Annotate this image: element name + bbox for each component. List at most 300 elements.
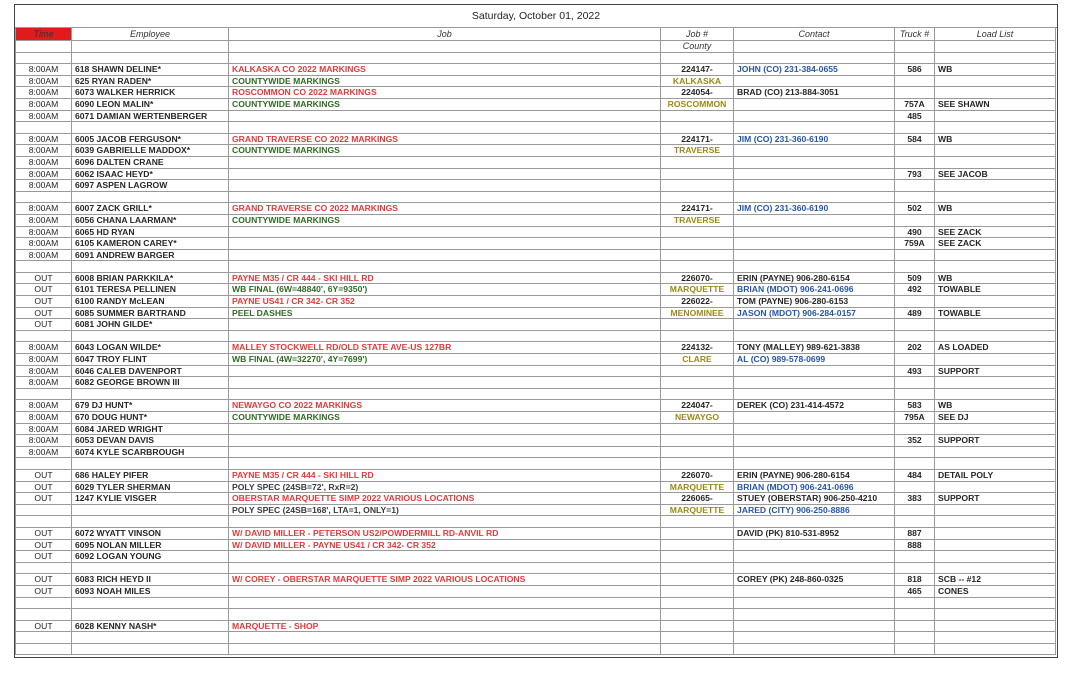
cell-truck	[895, 319, 935, 331]
cell-truck: 586	[895, 64, 935, 76]
cell-employee	[72, 388, 229, 400]
cell-load-list	[935, 388, 1056, 400]
cell-truck	[895, 423, 935, 435]
cell-time: 8:00AM	[16, 156, 72, 168]
schedule-row	[16, 52, 1056, 64]
cell-truck	[895, 377, 935, 389]
cell-employee	[72, 516, 229, 528]
cell-load-list: SUPPORT	[935, 493, 1056, 505]
cell-contact	[734, 330, 895, 342]
cell-job-number	[661, 643, 734, 655]
cell-load-list: SEE DJ	[935, 412, 1056, 424]
schedule-row	[16, 261, 1056, 273]
cell-employee: 6093 NOAH MILES	[72, 585, 229, 597]
cell-employee: 6101 TERESA PELLINEN	[72, 284, 229, 296]
cell-contact: TOM (PAYNE) 906-280-6153	[734, 296, 895, 308]
cell-load-list: CONES	[935, 585, 1056, 597]
cell-employee: 6043 LOGAN WILDE*	[72, 342, 229, 354]
cell-job-number	[661, 585, 734, 597]
header-blank	[229, 41, 661, 53]
cell-load-list	[935, 504, 1056, 516]
cell-employee: 625 RYAN RADEN*	[72, 75, 229, 87]
schedule-row	[16, 539, 1056, 551]
cell-contact	[734, 214, 895, 226]
cell-contact: BRIAN (MDOT) 906-241-0696	[734, 284, 895, 296]
cell-employee	[72, 597, 229, 609]
cell-job	[229, 551, 661, 563]
cell-job-number	[661, 527, 734, 539]
cell-job-number	[661, 435, 734, 447]
cell-load-list	[935, 423, 1056, 435]
cell-job: PAYNE M35 / CR 444 - SKI HILL RD	[229, 469, 661, 481]
cell-contact	[734, 52, 895, 64]
schedule-row	[16, 632, 1056, 644]
cell-contact	[734, 458, 895, 470]
cell-contact	[734, 632, 895, 644]
cell-job: COUNTYWIDE MARKINGS	[229, 412, 661, 424]
cell-load-list	[935, 551, 1056, 563]
cell-job: COUNTYWIDE MARKINGS	[229, 98, 661, 110]
schedule-row	[16, 87, 1056, 99]
cell-time: 8:00AM	[16, 377, 72, 389]
cell-time	[16, 516, 72, 528]
cell-truck	[895, 156, 935, 168]
cell-time: 8:00AM	[16, 98, 72, 110]
cell-job	[229, 446, 661, 458]
cell-job-number	[661, 632, 734, 644]
cell-job: WB FINAL (6W=48840', 6Y=9350')	[229, 284, 661, 296]
cell-job	[229, 458, 661, 470]
cell-truck	[895, 620, 935, 632]
cell-load-list	[935, 481, 1056, 493]
cell-job-number: NEWAYGO	[661, 412, 734, 424]
cell-time: OUT	[16, 527, 72, 539]
cell-time	[16, 122, 72, 134]
header-blank	[16, 41, 72, 53]
cell-load-list	[935, 52, 1056, 64]
cell-time	[16, 191, 72, 203]
cell-job-number: 224047-	[661, 400, 734, 412]
cell-job: GRAND TRAVERSE CO 2022 MARKINGS	[229, 203, 661, 215]
schedule-row	[16, 365, 1056, 377]
cell-contact	[734, 191, 895, 203]
cell-job	[229, 180, 661, 192]
cell-truck: 489	[895, 307, 935, 319]
cell-job: PAYNE M35 / CR 444 - SKI HILL RD	[229, 272, 661, 284]
cell-employee: 6007 ZACK GRILL*	[72, 203, 229, 215]
cell-truck: 383	[895, 493, 935, 505]
cell-job-number: MARQUETTE	[661, 284, 734, 296]
header-county: County	[661, 41, 734, 53]
cell-load-list: SUPPORT	[935, 435, 1056, 447]
cell-truck: 818	[895, 574, 935, 586]
schedule-row	[16, 272, 1056, 284]
cell-truck	[895, 330, 935, 342]
cell-job	[229, 609, 661, 621]
cell-time: OUT	[16, 551, 72, 563]
schedule-row	[16, 180, 1056, 192]
cell-employee: 6100 RANDY McLEAN	[72, 296, 229, 308]
schedule-row	[16, 110, 1056, 122]
cell-contact: AL (CO) 989-578-0699	[734, 354, 895, 366]
cell-employee: 6005 JACOB FERGUSON*	[72, 133, 229, 145]
cell-truck	[895, 75, 935, 87]
cell-time	[16, 643, 72, 655]
cell-truck	[895, 597, 935, 609]
cell-job: W/ DAVID MILLER - PAYNE US41 / CR 342- CR 352	[229, 539, 661, 551]
cell-load-list	[935, 516, 1056, 528]
schedule-row	[16, 98, 1056, 110]
cell-contact	[734, 435, 895, 447]
cell-employee: 6073 WALKER HERRICK	[72, 87, 229, 99]
cell-truck	[895, 145, 935, 157]
cell-time: 8:00AM	[16, 249, 72, 261]
cell-job-number	[661, 516, 734, 528]
cell-load-list: SEE SHAWN	[935, 98, 1056, 110]
cell-load-list	[935, 110, 1056, 122]
cell-job-number: 226070-	[661, 272, 734, 284]
cell-time: 8:00AM	[16, 238, 72, 250]
schedule-row	[16, 643, 1056, 655]
cell-truck	[895, 296, 935, 308]
cell-employee: 670 DOUG HUNT*	[72, 412, 229, 424]
schedule-row	[16, 64, 1056, 76]
cell-employee: 6039 GABRIELLE MADDOX*	[72, 145, 229, 157]
cell-employee: 6090 LEON MALIN*	[72, 98, 229, 110]
cell-job-number	[661, 330, 734, 342]
cell-job-number: 224171-	[661, 133, 734, 145]
cell-load-list: SEE JACOB	[935, 168, 1056, 180]
cell-contact	[734, 516, 895, 528]
cell-employee	[72, 504, 229, 516]
cell-load-list	[935, 191, 1056, 203]
cell-time: 8:00AM	[16, 226, 72, 238]
cell-load-list	[935, 330, 1056, 342]
schedule-row	[16, 458, 1056, 470]
cell-job-number	[661, 539, 734, 551]
cell-time	[16, 504, 72, 516]
header-row-2	[16, 41, 1056, 53]
cell-job: COUNTYWIDE MARKINGS	[229, 75, 661, 87]
schedule-row	[16, 574, 1056, 586]
cell-contact	[734, 319, 895, 331]
cell-employee: 6047 TROY FLINT	[72, 354, 229, 366]
cell-job-number: 224147-	[661, 64, 734, 76]
schedule-row	[16, 296, 1056, 308]
cell-job	[229, 562, 661, 574]
cell-employee: 6092 LOGAN YOUNG	[72, 551, 229, 563]
cell-load-list: AS LOADED	[935, 342, 1056, 354]
cell-job-number: 226022-	[661, 296, 734, 308]
cell-job	[229, 585, 661, 597]
cell-employee: 6029 TYLER SHERMAN	[72, 481, 229, 493]
cell-job-number	[661, 423, 734, 435]
cell-truck: 793	[895, 168, 935, 180]
schedule-grid	[15, 27, 1056, 655]
cell-job: MARQUETTE - SHOP	[229, 620, 661, 632]
cell-truck: 759A	[895, 238, 935, 250]
cell-truck: 757A	[895, 98, 935, 110]
cell-job-number: TRAVERSE	[661, 214, 734, 226]
cell-truck	[895, 354, 935, 366]
cell-time: OUT	[16, 481, 72, 493]
cell-employee	[72, 643, 229, 655]
cell-job-number	[661, 377, 734, 389]
cell-job	[229, 330, 661, 342]
cell-load-list	[935, 539, 1056, 551]
cell-contact	[734, 388, 895, 400]
cell-job-number	[661, 261, 734, 273]
cell-job-number: CLARE	[661, 354, 734, 366]
cell-truck	[895, 446, 935, 458]
cell-time: OUT	[16, 307, 72, 319]
cell-contact	[734, 365, 895, 377]
cell-job: ROSCOMMON CO 2022 MARKINGS	[229, 87, 661, 99]
cell-truck: 887	[895, 527, 935, 539]
schedule-row	[16, 435, 1056, 447]
cell-job-number: MENOMINEE	[661, 307, 734, 319]
cell-employee: 6097 ASPEN LAGROW	[72, 180, 229, 192]
cell-contact	[734, 585, 895, 597]
cell-employee	[72, 632, 229, 644]
cell-time: 8:00AM	[16, 214, 72, 226]
cell-job-number	[661, 110, 734, 122]
cell-contact: JARED (CITY) 906-250-8886	[734, 504, 895, 516]
cell-load-list	[935, 145, 1056, 157]
cell-job-number: 224171-	[661, 203, 734, 215]
cell-contact: DEREK (CO) 231-414-4572	[734, 400, 895, 412]
cell-load-list: WB	[935, 203, 1056, 215]
cell-time: 8:00AM	[16, 400, 72, 412]
cell-time: OUT	[16, 620, 72, 632]
cell-load-list	[935, 122, 1056, 134]
cell-truck: 584	[895, 133, 935, 145]
cell-job-number: 224132-	[661, 342, 734, 354]
cell-load-list: SCB -- #12	[935, 574, 1056, 586]
cell-contact: STUEY (OBERSTAR) 906-250-4210	[734, 493, 895, 505]
cell-job-number	[661, 52, 734, 64]
cell-employee	[72, 261, 229, 273]
cell-employee: 6008 BRIAN PARKKILA*	[72, 272, 229, 284]
cell-time	[16, 330, 72, 342]
cell-job-number: 226070-	[661, 469, 734, 481]
cell-contact	[734, 168, 895, 180]
cell-time: OUT	[16, 319, 72, 331]
cell-job	[229, 319, 661, 331]
cell-job	[229, 643, 661, 655]
cell-job	[229, 110, 661, 122]
cell-contact	[734, 643, 895, 655]
schedule-row	[16, 284, 1056, 296]
schedule-row	[16, 330, 1056, 342]
schedule-row	[16, 400, 1056, 412]
header-load-list: Load List	[935, 28, 1056, 41]
cell-employee: 6096 DALTEN CRANE	[72, 156, 229, 168]
cell-employee	[72, 191, 229, 203]
cell-employee	[72, 562, 229, 574]
cell-job-number	[661, 446, 734, 458]
cell-time: 8:00AM	[16, 75, 72, 87]
cell-load-list	[935, 377, 1056, 389]
cell-load-list: SEE ZACK	[935, 238, 1056, 250]
cell-load-list	[935, 249, 1056, 261]
cell-job-number	[661, 156, 734, 168]
cell-job: NEWAYGO CO 2022 MARKINGS	[229, 400, 661, 412]
cell-employee: 618 SHAWN DELINE*	[72, 64, 229, 76]
cell-truck	[895, 388, 935, 400]
cell-contact	[734, 226, 895, 238]
cell-load-list	[935, 261, 1056, 273]
cell-job: COUNTYWIDE MARKINGS	[229, 214, 661, 226]
schedule-row	[16, 307, 1056, 319]
cell-load-list	[935, 214, 1056, 226]
cell-contact: JOHN (CO) 231-384-0655	[734, 64, 895, 76]
schedule-row	[16, 585, 1056, 597]
schedule-date-title: Saturday, October 01, 2022	[15, 5, 1057, 28]
cell-time: 8:00AM	[16, 64, 72, 76]
cell-load-list: DETAIL POLY	[935, 469, 1056, 481]
schedule-row	[16, 516, 1056, 528]
cell-job-number	[661, 180, 734, 192]
cell-load-list: SUPPORT	[935, 365, 1056, 377]
cell-truck	[895, 632, 935, 644]
cell-job-number	[661, 551, 734, 563]
cell-job-number: MARQUETTE	[661, 481, 734, 493]
cell-time	[16, 388, 72, 400]
cell-time	[16, 609, 72, 621]
cell-job	[229, 249, 661, 261]
schedule-row	[16, 620, 1056, 632]
cell-time: OUT	[16, 469, 72, 481]
schedule-row	[16, 168, 1056, 180]
schedule-row	[16, 423, 1056, 435]
cell-truck	[895, 214, 935, 226]
cell-employee: 1247 KYLIE VISGER	[72, 493, 229, 505]
header-blank	[895, 41, 935, 53]
schedule-row	[16, 319, 1056, 331]
cell-time: OUT	[16, 296, 72, 308]
schedule-row	[16, 342, 1056, 354]
schedule-row	[16, 609, 1056, 621]
cell-load-list	[935, 319, 1056, 331]
cell-job-number: 224054-	[661, 87, 734, 99]
cell-time: 8:00AM	[16, 87, 72, 99]
cell-truck: 492	[895, 284, 935, 296]
cell-job-number	[661, 319, 734, 331]
header-time: Time	[16, 28, 72, 41]
cell-employee	[72, 330, 229, 342]
cell-load-list	[935, 354, 1056, 366]
schedule-table	[15, 27, 1056, 655]
cell-load-list	[935, 527, 1056, 539]
cell-job: POLY SPEC (24SB=72', RxR=2)	[229, 481, 661, 493]
cell-job: WB FINAL (4W=32270', 4Y=7699')	[229, 354, 661, 366]
header-blank	[935, 41, 1056, 53]
cell-contact: JIM (CO) 231-360-6190	[734, 133, 895, 145]
cell-job	[229, 423, 661, 435]
cell-job	[229, 238, 661, 250]
cell-employee: 686 HALEY PIFER	[72, 469, 229, 481]
cell-truck	[895, 504, 935, 516]
cell-job: GRAND TRAVERSE CO 2022 MARKINGS	[229, 133, 661, 145]
cell-employee: 6062 ISAAC HEYD*	[72, 168, 229, 180]
cell-time: OUT	[16, 493, 72, 505]
header-truck: Truck #	[895, 28, 935, 41]
cell-employee: 6095 NOLAN MILLER	[72, 539, 229, 551]
cell-job-number	[661, 574, 734, 586]
cell-contact	[734, 609, 895, 621]
cell-job	[229, 388, 661, 400]
schedule-row	[16, 191, 1056, 203]
cell-contact: ERIN (PAYNE) 906-280-6154	[734, 469, 895, 481]
cell-time: 8:00AM	[16, 423, 72, 435]
cell-contact	[734, 562, 895, 574]
cell-contact	[734, 145, 895, 157]
header-job: Job	[229, 28, 661, 41]
cell-time: 8:00AM	[16, 168, 72, 180]
cell-truck: 493	[895, 365, 935, 377]
schedule-row	[16, 481, 1056, 493]
cell-load-list	[935, 296, 1056, 308]
cell-time	[16, 458, 72, 470]
cell-job-number	[661, 238, 734, 250]
cell-truck	[895, 87, 935, 99]
cell-job: POLY SPEC (24SB=168', LTA=1, ONLY=1)	[229, 504, 661, 516]
schedule-row	[16, 527, 1056, 539]
cell-job	[229, 632, 661, 644]
cell-load-list: SEE ZACK	[935, 226, 1056, 238]
cell-job	[229, 52, 661, 64]
cell-employee: 6084 JARED WRIGHT	[72, 423, 229, 435]
schedule-row	[16, 493, 1056, 505]
cell-job-number	[661, 249, 734, 261]
cell-job	[229, 191, 661, 203]
cell-job	[229, 365, 661, 377]
cell-contact	[734, 261, 895, 273]
cell-time: 8:00AM	[16, 435, 72, 447]
cell-job-number	[661, 191, 734, 203]
cell-truck	[895, 249, 935, 261]
cell-job-number	[661, 122, 734, 134]
cell-load-list	[935, 156, 1056, 168]
schedule-row	[16, 377, 1056, 389]
schedule-row	[16, 238, 1056, 250]
cell-load-list	[935, 458, 1056, 470]
cell-job	[229, 435, 661, 447]
cell-contact: BRIAN (MDOT) 906-241-0696	[734, 481, 895, 493]
cell-contact	[734, 249, 895, 261]
cell-contact: DAVID (PK) 810-531-8952	[734, 527, 895, 539]
cell-time: 8:00AM	[16, 203, 72, 215]
cell-load-list	[935, 597, 1056, 609]
cell-job	[229, 226, 661, 238]
cell-job-number	[661, 609, 734, 621]
schedule-row	[16, 133, 1056, 145]
cell-time: 8:00AM	[16, 365, 72, 377]
schedule-row	[16, 156, 1056, 168]
cell-contact	[734, 156, 895, 168]
cell-truck: 352	[895, 435, 935, 447]
cell-truck	[895, 191, 935, 203]
schedule-row	[16, 597, 1056, 609]
cell-job-number	[661, 597, 734, 609]
schedule-row	[16, 446, 1056, 458]
cell-employee: 6105 KAMERON CAREY*	[72, 238, 229, 250]
cell-job	[229, 261, 661, 273]
cell-time: 8:00AM	[16, 145, 72, 157]
cell-load-list: TOWABLE	[935, 307, 1056, 319]
header-blank	[72, 41, 229, 53]
